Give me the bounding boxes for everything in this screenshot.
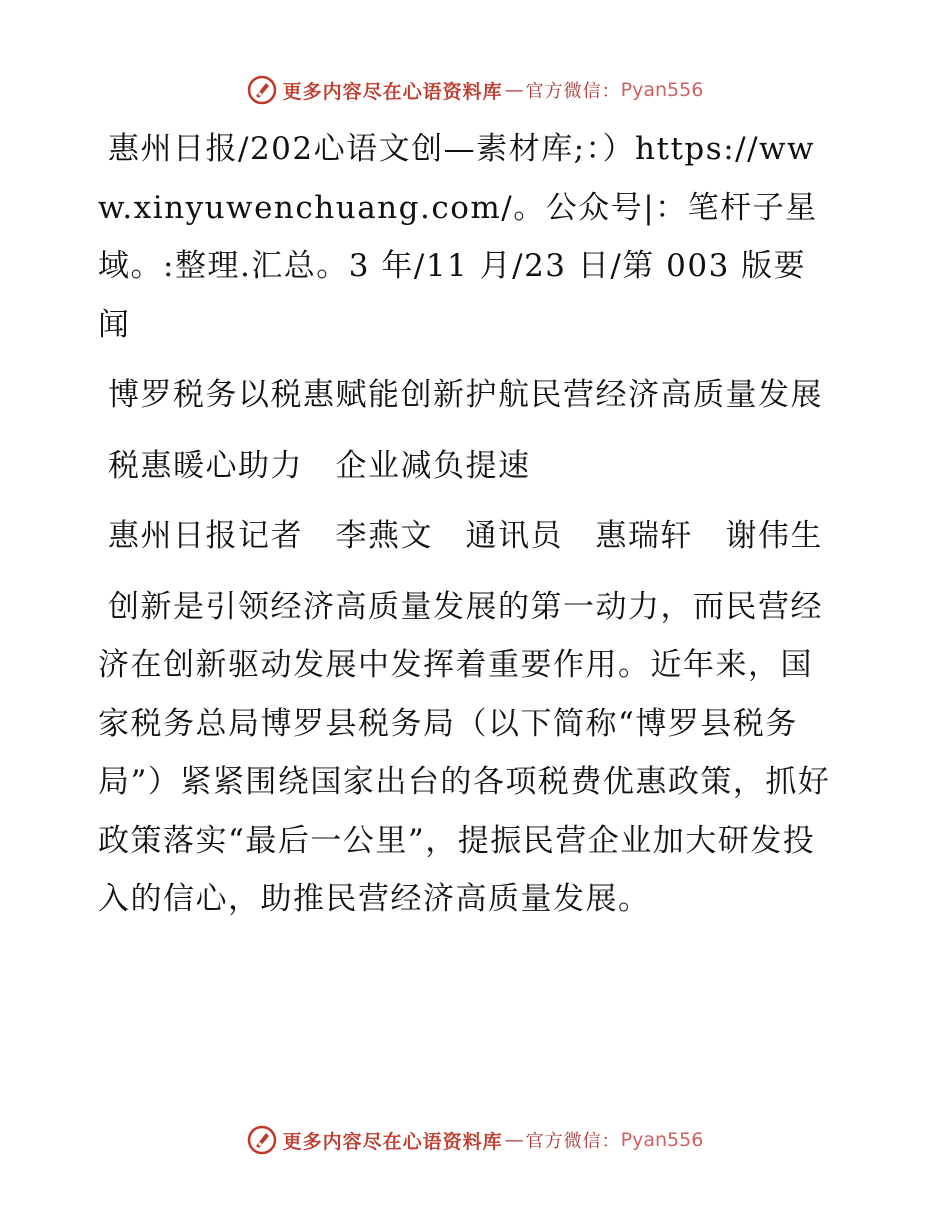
- banner-wechat-id: Pyan556: [620, 1129, 704, 1151]
- pen-nib-logo-icon: [247, 1125, 277, 1155]
- footer-watermark-banner: [0, 1120, 950, 1160]
- source-line: 惠州日报/202心语文创—素材库;：）https://www.xinyuwenchuang.com/。公众号|：笔杆子星域。:整理.汇总。3 年/11 月/23 日/第 003 版要闻: [98, 131, 818, 343]
- banner-wechat-label: 官方微信：: [525, 1131, 621, 1152]
- pen-nib-logo-icon: [247, 75, 277, 105]
- article-headline: 博罗税务以税惠赋能创新护航民营经济高质量发展: [108, 377, 823, 413]
- banner-dash: —: [504, 79, 524, 101]
- article-paragraph: 创新是引领经济高质量发展的第一动力，而民营经济在创新驱动发展中发挥着重要作用。近年来，国家税务总局博罗县税务局（以下简称“博罗县税务局”）紧紧围绕国家出台的各项税费优惠政策，抓好政策落实“最后一公里”，提振民营企业加大研发投入的信心，助推民营经济高质量发展。: [98, 588, 831, 917]
- banner-text: 更多内容尽在心语资料库: [282, 1130, 503, 1153]
- banner-wechat-label: 官方微信：: [525, 81, 621, 102]
- article-byline: 惠州日报记者 李燕文 通讯员 惠瑞轩 谢伟生: [108, 518, 823, 554]
- banner-dash: —: [504, 1129, 524, 1151]
- header-watermark-banner: [0, 70, 950, 110]
- article-subheadline: 税惠暖心助力 企业减负提速: [108, 447, 531, 484]
- banner-wechat-id: Pyan556: [620, 79, 704, 101]
- document-body: [98, 120, 838, 929]
- banner-text: 更多内容尽在心语资料库: [282, 80, 503, 103]
